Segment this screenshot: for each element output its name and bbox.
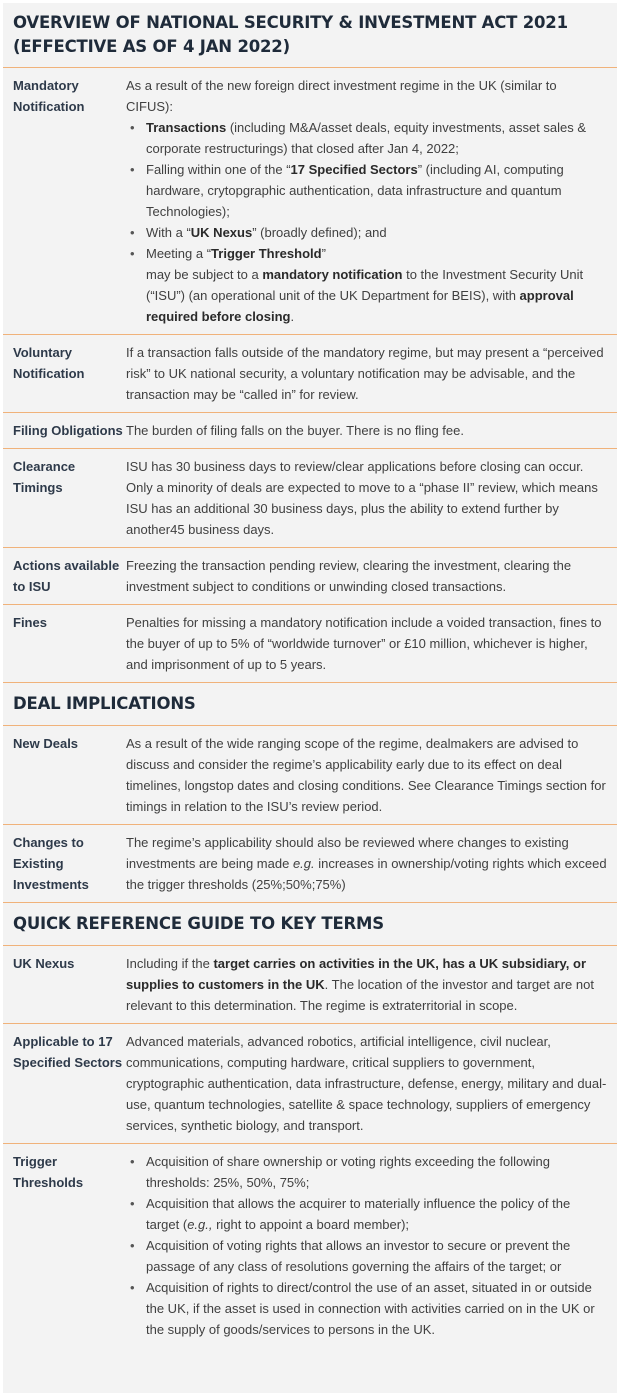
row-clearance-timings [3, 449, 617, 548]
list-item: • Transactions (including M&A/asset deals, equity investments, asset sales & corporate restructurings) that closed after Jan 4, 2022; [126, 117, 607, 159]
row-content: The burden of filing falls on the buyer. There is no fling fee. [126, 423, 464, 438]
row-actions-available [3, 548, 617, 605]
row-changes-existing [3, 825, 617, 903]
section-title-key-terms: QUICK REFERENCE GUIDE TO KEY TERMS [3, 903, 617, 946]
row-content: Freezing the transaction pending review, clearing the investment, clearing the investment subject to conditions or unwinding closed transactions. [126, 558, 572, 594]
row-label: UK Nexus [13, 956, 75, 971]
row-label: Changes to Existing Investments [13, 835, 89, 892]
row-content [126, 1151, 617, 1340]
row-label: Mandatory Notification [13, 78, 85, 114]
intro-text: As a result of the new foreign direct investment regime in the UK (similar to CIFUS): [126, 78, 557, 114]
row-content: The regime’s applicability should also be reviewed where changes to existing investments are being made e.g. increases in ownership/voting rights which exceed the trigger thresholds (25%;50%;75%) [126, 835, 607, 892]
row-specified-sectors [3, 1024, 617, 1144]
row-label: Trigger Thresholds [13, 1154, 84, 1190]
row-label: Applicable to 17 Specified Sectors [13, 1034, 123, 1070]
bullet-list [126, 1151, 607, 1340]
title-line-2: (EFFECTIVE AS OF 4 JAN 2022) [13, 37, 290, 56]
list-item: • Acquisition of rights to direct/control the use of an asset, situated in or outside the UK, if the asset is used in connection with activities carried on in the UK or the supply of goods/services to persons in the UK. [126, 1277, 607, 1340]
list-item: • Falling within one of the “17 Specified Sectors” (including AI, computing hardware, crytopgraphic authentication, data infrastructure and quantum Technologies); [126, 159, 607, 222]
row-label: Clearance Timings [13, 459, 76, 495]
row-uk-nexus [3, 946, 617, 1024]
list-item: • Meeting a “Trigger Threshold” [126, 243, 607, 264]
row-mandatory-notification [3, 68, 617, 335]
row-label: Filing Obligations [13, 423, 123, 438]
list-item: • Acquisition that allows the acquirer to materially influence the policy of the target (e.g., right to appoint a board member); [126, 1193, 607, 1235]
row-label: Fines [13, 615, 47, 630]
row-fines [3, 605, 617, 683]
list-item: • Acquisition of voting rights that allows an investor to secure or prevent the passage of any class of resolutions governing the affairs of the target; or [126, 1235, 607, 1277]
row-new-deals [3, 726, 617, 825]
row-content [126, 75, 617, 327]
row-content: Including if the target carries on activities in the UK, has a UK subsidiary, or supplies to customers in the UK. The location of the investor and target are not relevant to this determination. The regime is extraterritorial in scope. [126, 956, 594, 1013]
row-content: Penalties for missing a mandatory notification include a voided transaction, fines to the buyer of up to 5% of “worldwide turnover” or £10 million, whichever is higher, and imprisonment of up to 5 years. [126, 615, 602, 672]
section-title-deal-implications: DEAL IMPLICATIONS [3, 683, 617, 726]
row-filing-obligations [3, 413, 617, 449]
row-label: Actions available to ISU [13, 558, 120, 594]
section-title-overview [3, 3, 617, 68]
list-item: • Acquisition of share ownership or voting rights exceeding the following thresholds: 25%, 50%, 75%; [126, 1151, 607, 1193]
regulation-summary-table [3, 3, 617, 1393]
title-line-1: OVERVIEW OF NATIONAL SECURITY & INVESTMENT ACT 2021 [13, 13, 568, 32]
row-voluntary-notification [3, 335, 617, 413]
row-trigger-thresholds [3, 1144, 617, 1347]
row-content: Advanced materials, advanced robotics, artificial intelligence, civil nuclear, communications, computing hardware, critical suppliers to government, cryptographic authentication, data infrastructure, defense, energy, military and dual-use, quantum technologies, satellite & space technology, suppliers of emergency services, synthetic biology, and transport. [126, 1034, 607, 1133]
row-label: Voluntary Notification [13, 345, 85, 381]
bullet-list [126, 117, 607, 264]
mandatory-tail-text: may be subject to a mandatory notification to the Investment Security Unit (“ISU”) (an operational unit of the UK Department for BEIS), with approval required before closing. [146, 267, 584, 324]
row-content: ISU has 30 business days to review/clear applications before closing can occur. Only a minority of deals are expected to move to a “phase II” review, which means ISU has an additional 30 business days, plus the ability to extend further by another45 business days. [126, 459, 598, 537]
row-content: If a transaction falls outside of the mandatory regime, but may present a “perceived risk” to UK national security, a voluntary notification may be advisable, and the transaction may be “called in” for review. [126, 345, 604, 402]
row-content: As a result of the wide ranging scope of the regime, dealmakers are advised to discuss and consider the regime’s applicability early due to its effect on deal timelines, longstop dates and closing conditions. See Clearance Timings section for timings in relation to the ISU’s review period. [126, 736, 606, 814]
row-label: New Deals [13, 736, 79, 751]
list-item: • With a “UK Nexus” (broadly defined); and [126, 222, 607, 243]
